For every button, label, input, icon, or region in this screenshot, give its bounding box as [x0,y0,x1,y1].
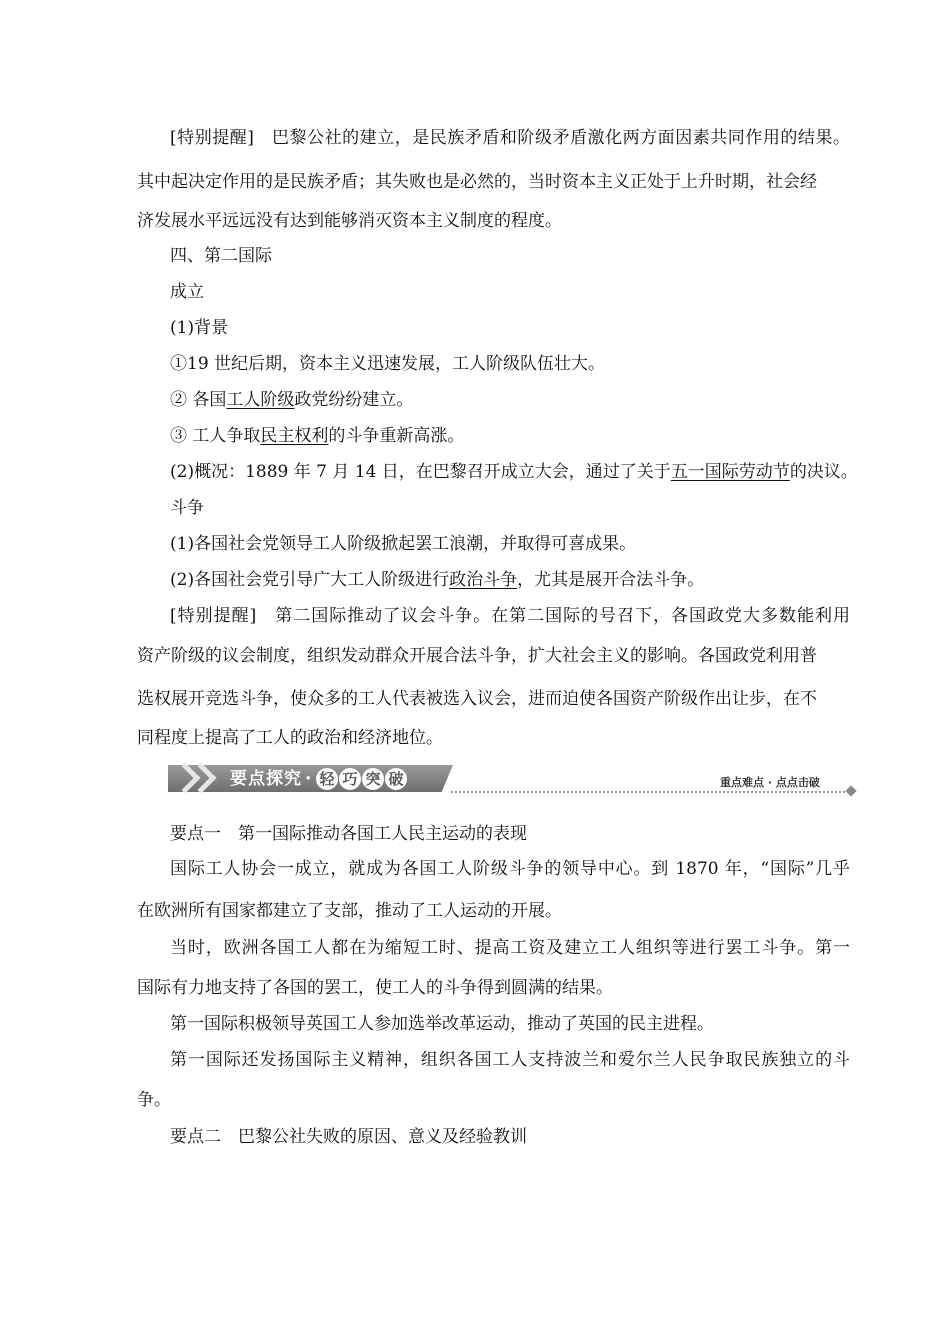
section4-heading: 四、第二国际 [170,246,272,266]
point1-p4-line1: 第一国际还发扬国际主义精神，组织各国工人支持波兰和爱尔兰人民争取民族独立的斗 [170,1050,850,1070]
text-span: 的决议。 [789,462,858,482]
banner-char: 巧 [339,768,361,790]
underlined-term: 民主权利 [260,426,329,446]
background-label: (1)背景 [170,318,229,338]
point1-p1-line1: 国际工人协会一成立，就成为各国工人阶级斗争的领导中心。到 1870 年，“国际”几乎 [170,859,850,879]
text-span: 政党纷纷建立。 [294,390,414,410]
text-span: (2)概况：1889 年 7 月 14 日，在巴黎召开成立大会，通过了关于 [170,462,671,482]
background-item-2 [170,389,850,411]
point1-p2-line2: 国际有力地支持了各国的罢工，使工人的斗争得到圆满的结果。 [137,978,613,998]
banner-dot: · [305,769,313,789]
banner-dotted-line [451,791,853,793]
struggle-label: 斗争 [170,498,204,518]
reminder2-line4: 同程度上提高了工人的政治和经济地位。 [137,728,443,748]
banner-char: 破 [385,768,407,790]
banner-subtitle: 重点难点 · 点点击破 [720,776,820,789]
reminder2-line1: [特别提醒] 第二国际推动了议会斗争。在第二国际的号召下，各国政党大多数能利用 [170,606,850,626]
banner-title-main: 要点探究 [230,769,302,789]
point1-heading: 要点一 第一国际推动各国工人民主运动的表现 [170,824,527,844]
text-span: 的斗争重新高涨。 [328,426,465,446]
banner-char: 轻 [316,768,338,790]
text-span: ③ 工人争取 [170,426,261,446]
background-item-3 [170,425,850,447]
text-span: ，尤其是展开合法斗争。 [517,570,705,590]
section-banner [168,765,858,795]
text-span: (2)各国社会党引导广大工人阶级进行 [170,570,450,590]
overview-line [170,461,858,483]
reminder2-line3: 选权展开竞选斗争，使众多的工人代表被选入议会，进而迫使各国资产阶级作出让步，在不 [137,689,817,709]
reminder1-line3: 济发展水平远远没有达到能够消灭资本主义制度的程度。 [137,211,562,231]
underlined-term: 政治斗争 [449,570,518,590]
struggle-item-1: (1)各国社会党领导工人阶级掀起罢工浪潮，并取得可喜成果。 [170,534,637,554]
banner-char: 突 [362,768,384,790]
reminder1-line1: [特别提醒] 巴黎公社的建立，是民族矛盾和阶级矛盾激化两方面因素共同作用的结果。 [170,128,850,148]
banner-title [230,768,407,790]
diamond-icon [845,785,856,796]
reminder1-line2: 其中起决定作用的是民族矛盾；其失败也是必然的，当时资本主义正处于上升时期，社会经 [137,172,817,192]
text-span: ② 各国 [170,390,227,410]
underlined-term: 五一国际劳动节 [670,462,790,482]
point1-p3: 第一国际积极领导英国工人参加选举改革运动，推动了英国的民主进程。 [170,1014,714,1034]
point2-heading: 要点二 巴黎公社失败的原因、意义及经验教训 [170,1127,527,1147]
point1-p2-line1: 当时，欧洲各国工人都在为缩短工时、提高工资及建立工人组织等进行罢工斗争。第一 [170,938,850,958]
reminder2-line2: 资产阶级的议会制度，组织发动群众开展合法斗争，扩大社会主义的影响。各国政党利用普 [137,646,817,666]
underlined-term: 工人阶级 [226,390,295,410]
struggle-item-2 [170,569,850,591]
background-item-1: ①19 世纪后期，资本主义迅速发展，工人阶级队伍壮大。 [170,354,606,374]
point1-p4-line2: 争。 [137,1090,171,1110]
point1-p1-line2: 在欧洲所有国家都建立了支部，推动了工人运动的开展。 [137,901,562,921]
founding-label: 成立 [170,282,204,302]
